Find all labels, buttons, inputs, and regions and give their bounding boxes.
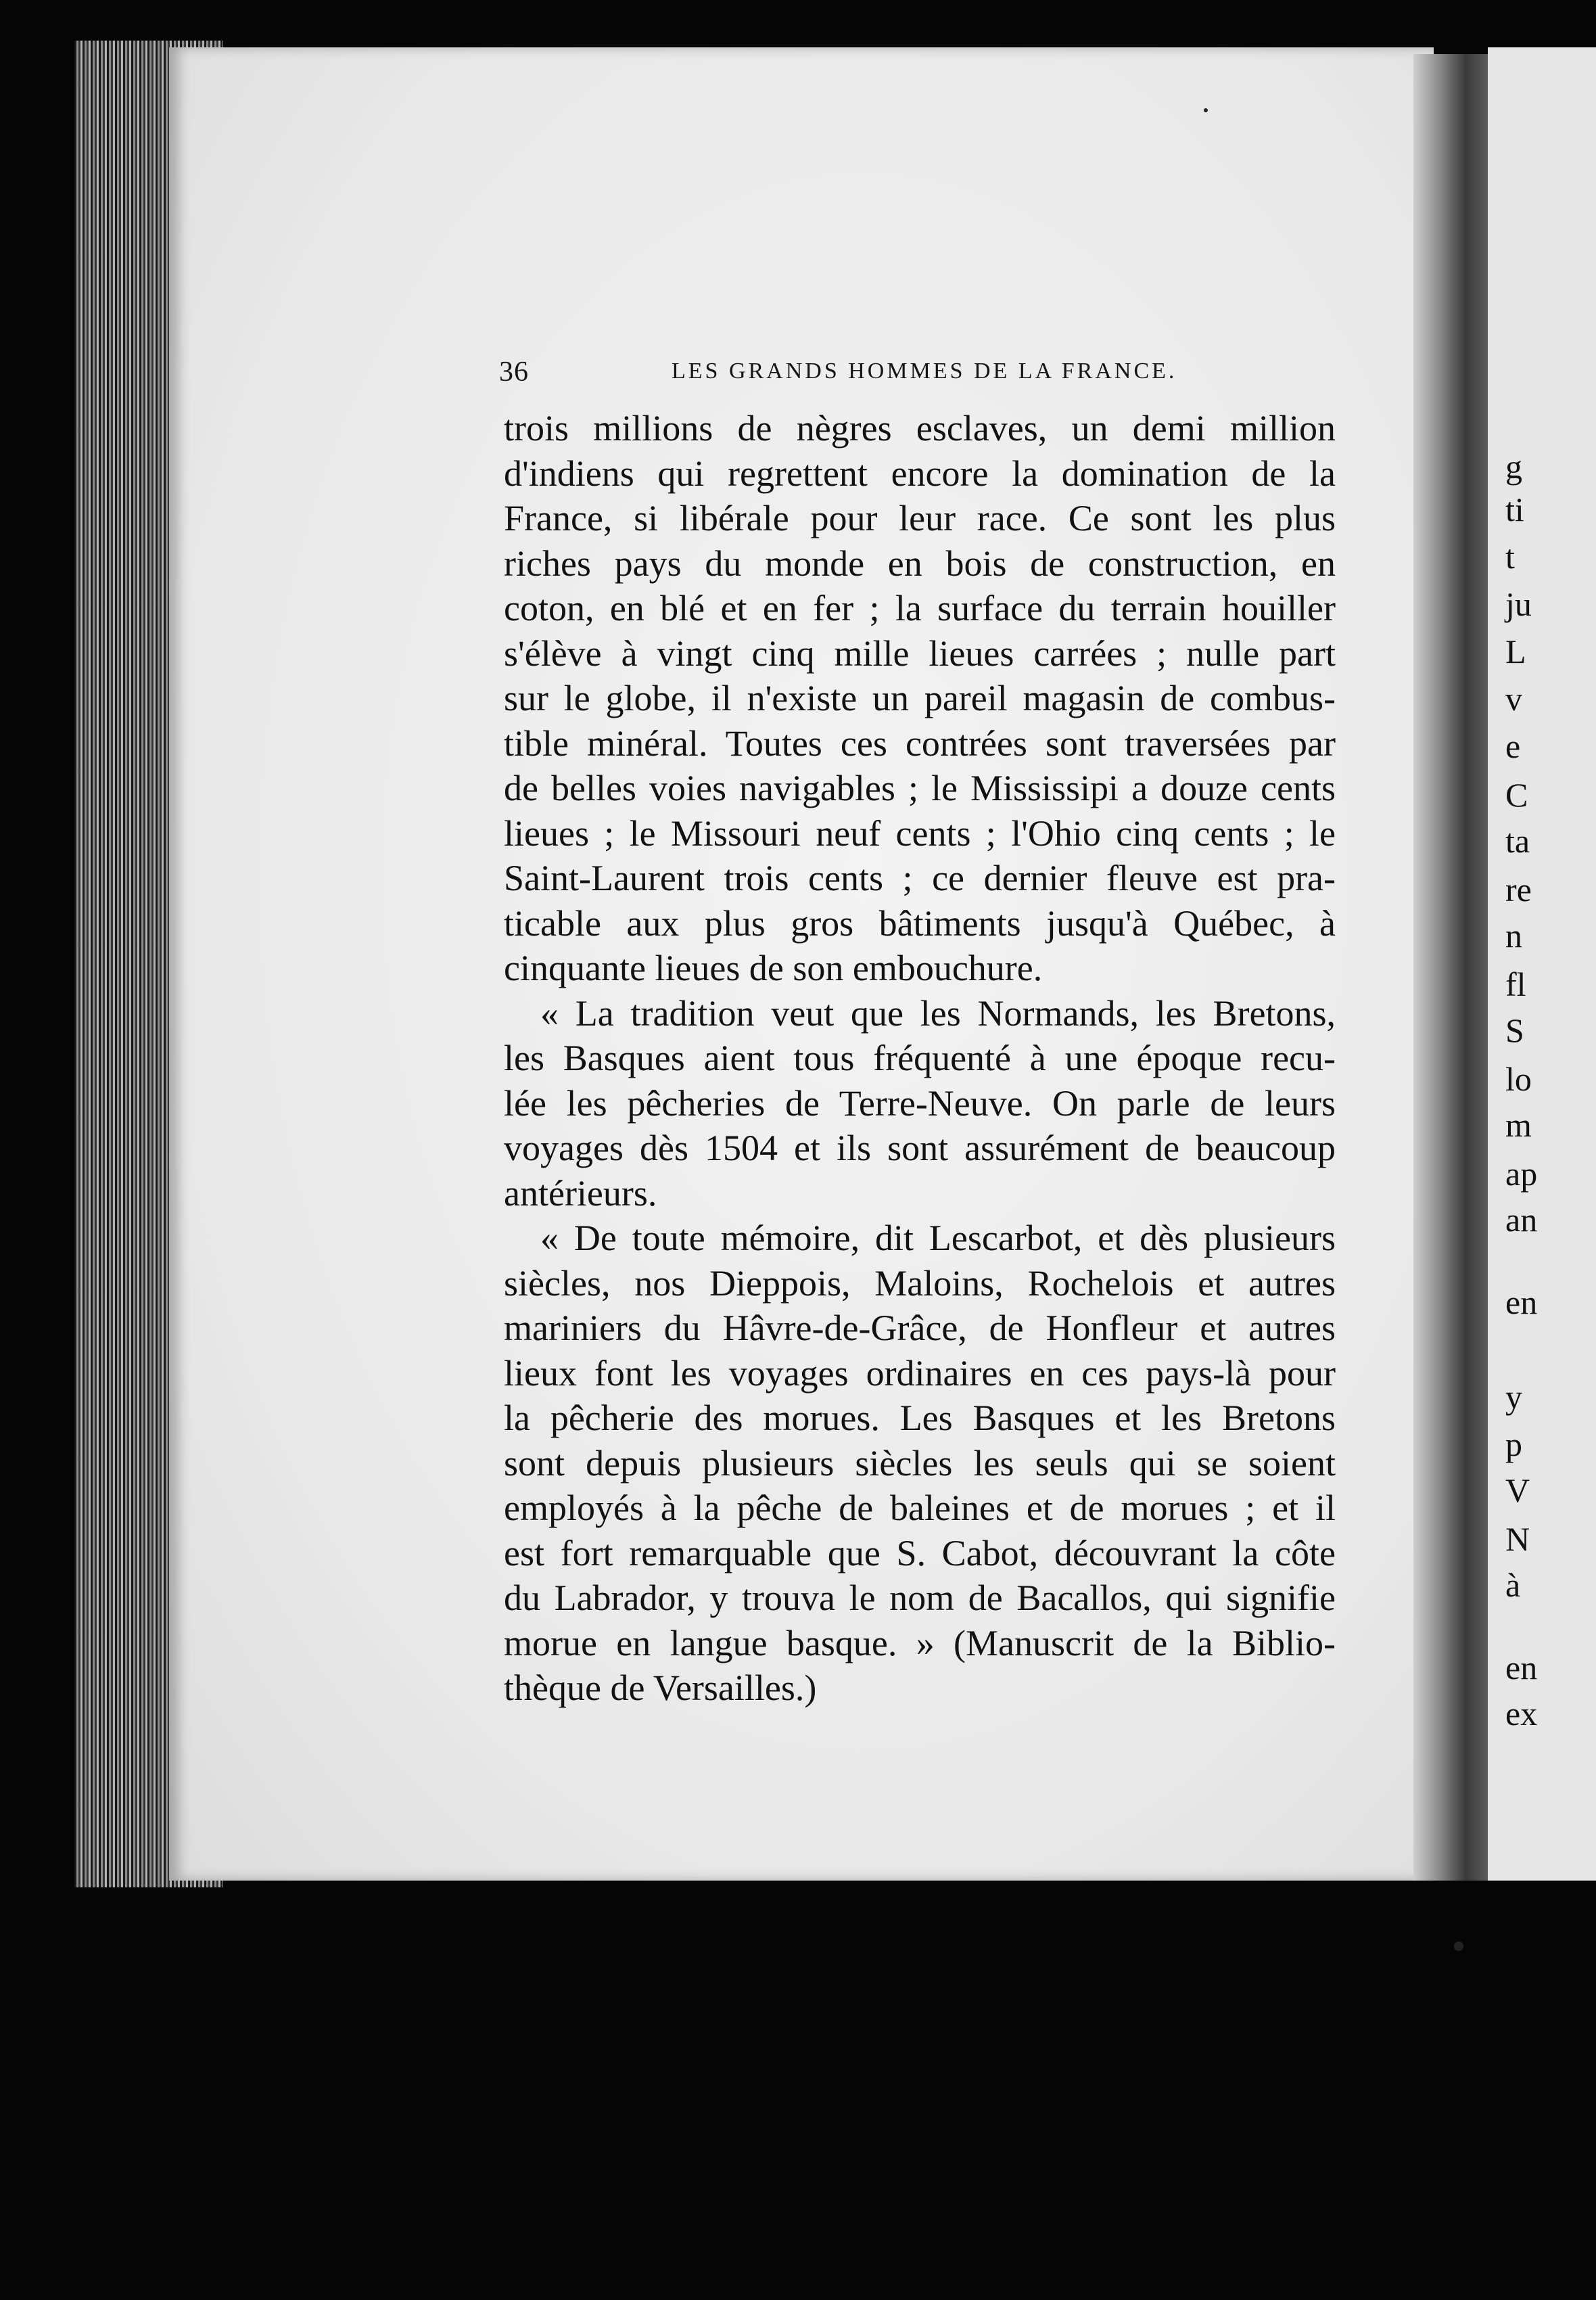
facing-page-fragment: ju [1505,585,1532,623]
facing-page-fragment: e [1505,727,1521,765]
text-line: France, si libérale pour leur race. Ce sont les plus [504,498,1336,538]
facing-page-fragment: en [1505,1283,1538,1321]
facing-page-fragment: ex [1505,1695,1538,1732]
facing-page-fragment: S [1505,1011,1524,1049]
facing-page-fragment: t [1505,538,1515,576]
text-line: lieues ; le Missouri neuf cents ; l'Ohio cinq cents ; le [504,812,1336,854]
facing-page-fragment: g [1505,448,1522,486]
text-line: sur le globe, il n'existe un pareil magasin de combus- [504,678,1336,718]
facing-page-fragment: N [1505,1520,1530,1558]
facing-page-fragment: L [1505,632,1526,670]
facing-page-fragment: y [1505,1378,1522,1416]
text-line: coton, en blé et en fer ; la surface du terrain houiller [504,588,1336,628]
facing-page-fragment: lo [1505,1060,1532,1098]
text-line: les Basques aient tous fréquenté à une époque recu- [504,1038,1336,1078]
facing-page-fragment: v [1505,680,1522,718]
text-line: s'élève à vingt cinq mille lieues carrées ; nulle part [504,632,1336,674]
facing-page-fragment: m [1505,1106,1532,1144]
text-line: « La tradition veut que les Normands, les Bretons, [540,992,1336,1034]
running-title: LES GRANDS HOMMES DE LA FRANCE. [672,359,1177,384]
text-line: trois millions de nègres esclaves, un demi million [504,408,1336,448]
facing-page-fragment: ap [1505,1155,1538,1193]
facing-page-fragment: ta [1505,822,1530,860]
text-line: sont depuis plusieurs siècles les seuls qui se soient [504,1442,1336,1484]
text-line: cinquante lieues de son embouchure. [504,948,1043,988]
text-line: siècles, nos Dieppois, Maloins, Rochelois et autres [504,1262,1336,1304]
page-gutter-shadow [1413,54,1488,1881]
text-line: mariniers du Hâvre-de-Grâce, de Honfleur et autres [504,1308,1336,1348]
facing-page-fragment: en [1505,1649,1538,1686]
facing-page-fragment: à [1505,1566,1521,1604]
facing-page-fragment: re [1505,871,1532,908]
text-line: riches pays du monde en bois de construction, en [504,543,1336,584]
running-header [499,356,1351,396]
facing-page-fragment: fl [1505,965,1526,1003]
text-line: employés à la pêche de baleines et de morues ; et il [504,1488,1336,1528]
text-line: du Labrador, y trouva le nom de Bacallos, qui signifie [504,1578,1336,1618]
text-line: voyages dès 1504 et ils sont assurément de beaucoup [504,1128,1336,1168]
text-line: « De toute mémoire, dit Lescarbot, et dès plusieurs [540,1218,1336,1258]
text-line: de belles voies navigables ; le Mississipi a douze cents [504,768,1336,808]
facing-page-fragment: p [1505,1425,1522,1463]
facing-page-fragment: n [1505,917,1522,954]
facing-page [1488,47,1596,1881]
facing-page-fragment: ti [1505,490,1524,528]
text-line: lée les pêcheries de Terre-Neuve. On parle de leurs [504,1082,1336,1124]
text-line: est fort remarquable que S. Cabot, découvrant la côte [504,1532,1336,1573]
text-line: antérieurs. [504,1172,657,1214]
scan-speck [1454,1941,1463,1951]
text-line: ticable aux plus gros bâtiments jusqu'à Québec, à [504,902,1336,944]
text-line: Saint-Laurent trois cents ; ce dernier fleuve est pra- [504,858,1336,898]
text-line: thèque de Versailles.) [504,1668,817,1708]
text-line: tible minéral. Toutes ces contrées sont traversées par [504,722,1336,764]
text-line: lieux font les voyages ordinaires en ces pays-là pour [504,1352,1336,1394]
text-line: morue en langue basque. » (Manuscrit de la Biblio- [504,1622,1336,1663]
facing-page-fragment: C [1505,776,1528,814]
scan-speck [1204,108,1208,112]
facing-page-fragment: V [1505,1471,1530,1509]
body-text [504,406,1336,1711]
facing-page-fragment: an [1505,1201,1538,1239]
text-line: d'indiens qui regrettent encore la domination de la [504,453,1336,494]
text-line: la pêcherie des morues. Les Basques et les Bretons [504,1398,1336,1438]
page-number: 36 [499,356,529,388]
